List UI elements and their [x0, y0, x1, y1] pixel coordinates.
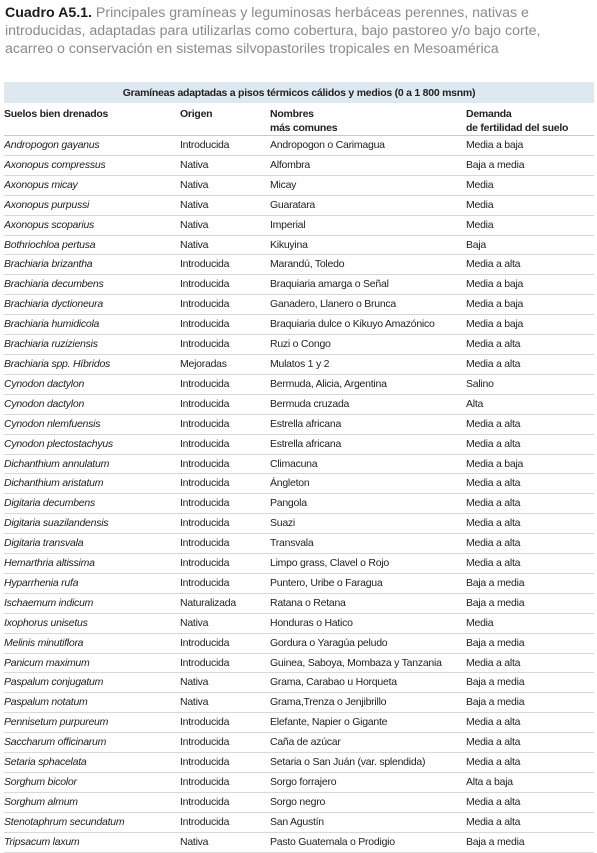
table-caption [5, 4, 590, 58]
header-common-names-line2: más comunes [270, 122, 338, 134]
cell-origin: Introducida [180, 394, 270, 414]
cell-common-names: San Agustín [270, 812, 466, 832]
cell-common-names: Setaria o San Juán (var. splendida) [270, 753, 466, 773]
table-row [4, 136, 594, 156]
cell-origin: Introducida [180, 275, 270, 295]
cell-origin: Nativa [180, 215, 270, 235]
cell-common-names: Suazi [270, 514, 466, 534]
cell-origin: Introducida [180, 514, 270, 534]
cell-species: Ixophorus unisetus [4, 613, 180, 633]
cell-fertility-demand: Baja a media [466, 573, 594, 593]
table-row [4, 374, 594, 394]
cell-species: Brachiaria humidicola [4, 315, 180, 335]
cell-fertility-demand: Baja a media [466, 673, 594, 693]
table-row [4, 235, 594, 255]
table-row [4, 434, 594, 454]
cell-fertility-demand: Alta a baja [466, 773, 594, 793]
cell-species: Cynodon dactylon [4, 374, 180, 394]
cell-species: Axonopus compressus [4, 155, 180, 175]
cell-fertility-demand: Alta [466, 394, 594, 414]
cell-origin: Nativa [180, 673, 270, 693]
cell-origin: Mejoradas [180, 354, 270, 374]
cell-origin: Introducida [180, 792, 270, 812]
cell-fertility-demand: Media a alta [466, 733, 594, 753]
cell-origin: Introducida [180, 554, 270, 574]
cell-origin: Introducida [180, 255, 270, 275]
cell-common-names: Mulatos 1 y 2 [270, 354, 466, 374]
species-table [4, 103, 594, 853]
cell-common-names: Transvala [270, 534, 466, 554]
cell-origin: Introducida [180, 374, 270, 394]
cell-fertility-demand: Media [466, 175, 594, 195]
cell-fertility-demand: Media a alta [466, 414, 594, 434]
cell-species: Dichanthium aristatum [4, 474, 180, 494]
table-row [4, 215, 594, 235]
cell-origin: Introducida [180, 136, 270, 156]
cell-fertility-demand: Media a alta [466, 494, 594, 514]
table-band-title: Gramíneas adaptadas a pisos térmicos cálidos y medios (0 a 1 800 msnm) [4, 82, 594, 103]
cell-species: Brachiaria dyctioneura [4, 295, 180, 315]
cell-species: Tripsacum laxum [4, 832, 180, 852]
cell-origin: Introducida [180, 434, 270, 454]
table-row [4, 155, 594, 175]
cell-species: Panicum maximum [4, 653, 180, 673]
table-row [4, 633, 594, 653]
cell-species: Sorghum bicolor [4, 773, 180, 793]
table-row [4, 753, 594, 773]
table-row [4, 414, 594, 434]
table-row [4, 454, 594, 474]
cell-fertility-demand: Media a baja [466, 454, 594, 474]
cell-fertility-demand: Baja a media [466, 633, 594, 653]
cell-origin: Nativa [180, 235, 270, 255]
table-row [4, 315, 594, 335]
cell-common-names: Caña de azúcar [270, 733, 466, 753]
header-common-names [270, 103, 466, 136]
cell-origin: Introducida [180, 474, 270, 494]
cell-common-names: Pangola [270, 494, 466, 514]
cell-species: Hemarthria altissima [4, 554, 180, 574]
cell-fertility-demand: Baja a media [466, 593, 594, 613]
cell-species: Sorghum almum [4, 792, 180, 812]
cell-fertility-demand: Media a alta [466, 255, 594, 275]
cell-common-names: Limpo grass, Clavel o Rojo [270, 554, 466, 574]
cell-fertility-demand: Media a baja [466, 136, 594, 156]
cell-fertility-demand: Salino [466, 374, 594, 394]
table-row [4, 613, 594, 633]
cell-species: Bothriochloa pertusa [4, 235, 180, 255]
cell-origin: Introducida [180, 295, 270, 315]
cell-species: Pennisetum purpureum [4, 713, 180, 733]
cell-origin: Introducida [180, 773, 270, 793]
cell-common-names: Puntero, Uribe o Faragua [270, 573, 466, 593]
cell-common-names: Guaratara [270, 195, 466, 215]
cell-origin: Introducida [180, 753, 270, 773]
cell-common-names: Andropogon o Carimagua [270, 136, 466, 156]
cell-origin: Nativa [180, 693, 270, 713]
cell-species: Hyparrhenia rufa [4, 573, 180, 593]
cell-fertility-demand: Media a alta [466, 812, 594, 832]
cell-fertility-demand: Media a alta [466, 514, 594, 534]
cell-origin: Introducida [180, 713, 270, 733]
cell-species: Cynodon nlemfuensis [4, 414, 180, 434]
cell-common-names: Elefante, Napier o Gigante [270, 713, 466, 733]
table-row [4, 653, 594, 673]
cell-fertility-demand: Media a baja [466, 315, 594, 335]
table-row [4, 354, 594, 374]
cell-origin: Nativa [180, 832, 270, 852]
table-row [4, 792, 594, 812]
cell-common-names: Imperial [270, 215, 466, 235]
cell-species: Digitaria suazilandensis [4, 514, 180, 534]
cell-fertility-demand: Media a alta [466, 653, 594, 673]
cell-common-names: Climacuna [270, 454, 466, 474]
cell-common-names: Bermuda cruzada [270, 394, 466, 414]
cell-origin: Nativa [180, 175, 270, 195]
cell-fertility-demand: Media a baja [466, 275, 594, 295]
cell-fertility-demand: Media [466, 613, 594, 633]
cell-common-names: Guinea, Saboya, Mombaza y Tanzania [270, 653, 466, 673]
cell-fertility-demand: Media a alta [466, 335, 594, 355]
table-body [4, 136, 594, 853]
table-row [4, 832, 594, 852]
table-row [4, 474, 594, 494]
cell-species: Setaria sphacelata [4, 753, 180, 773]
cell-common-names: Braquiaria amarga o Señal [270, 275, 466, 295]
cell-fertility-demand: Media a alta [466, 713, 594, 733]
table-row [4, 394, 594, 414]
cell-common-names: Gordura o Yaragúa peludo [270, 633, 466, 653]
table-row [4, 773, 594, 793]
cell-origin: Introducida [180, 494, 270, 514]
cell-fertility-demand: Media a alta [466, 792, 594, 812]
cell-fertility-demand: Media [466, 215, 594, 235]
cell-species: Axonopus scoparius [4, 215, 180, 235]
cell-species: Axonopus micay [4, 175, 180, 195]
cell-origin: Naturalizada [180, 593, 270, 613]
cell-common-names: Estrella africana [270, 414, 466, 434]
cell-species: Stenotaphrum secundatum [4, 812, 180, 832]
cell-species: Digitaria decumbens [4, 494, 180, 514]
cell-common-names: Kikuyina [270, 235, 466, 255]
cell-common-names: Estrella africana [270, 434, 466, 454]
table-header [4, 103, 594, 136]
cell-common-names: Braquiaria dulce o Kikuyo Amazónico [270, 315, 466, 335]
cell-fertility-demand: Baja a media [466, 832, 594, 852]
cell-common-names: Bermuda, Alicia, Argentina [270, 374, 466, 394]
cell-common-names: Grama, Carabao u Horqueta [270, 673, 466, 693]
cell-fertility-demand: Media a alta [466, 474, 594, 494]
header-common-names-line1: Nombres [270, 108, 314, 120]
cell-fertility-demand: Media a alta [466, 354, 594, 374]
caption-label: Cuadro A5.1. [5, 5, 92, 21]
cell-species: Brachiaria brizantha [4, 255, 180, 275]
cell-common-names: Honduras o Hatico [270, 613, 466, 633]
table-row [4, 514, 594, 534]
cell-fertility-demand: Baja a media [466, 155, 594, 175]
cell-species: Brachiaria ruziziensis [4, 335, 180, 355]
cell-species: Brachiaria decumbens [4, 275, 180, 295]
cell-common-names: Ganadero, Llanero o Brunca [270, 295, 466, 315]
cell-species: Digitaria transvala [4, 534, 180, 554]
cell-species: Saccharum officinarum [4, 733, 180, 753]
header-fertility-demand [466, 103, 594, 136]
cell-species: Cynodon plectostachyus [4, 434, 180, 454]
cell-origin: Introducida [180, 454, 270, 474]
cell-fertility-demand: Media a alta [466, 554, 594, 574]
cell-species: Andropogon gayanus [4, 136, 180, 156]
table-row [4, 573, 594, 593]
cell-origin: Introducida [180, 733, 270, 753]
table-row [4, 554, 594, 574]
table-row [4, 673, 594, 693]
header-fertility-line1: Demanda [466, 108, 512, 120]
table-row [4, 275, 594, 295]
cell-common-names: Ratana o Retana [270, 593, 466, 613]
header-fertility-line2: de fertilidad del suelo [466, 122, 569, 134]
header-origin: Origen [180, 108, 213, 120]
cell-origin: Introducida [180, 633, 270, 653]
cell-origin: Introducida [180, 573, 270, 593]
cell-fertility-demand: Media a alta [466, 434, 594, 454]
table-row [4, 713, 594, 733]
caption-text: Principales gramíneas y leguminosas herbáceas perennes, nativas e introducidas, adaptadas para utilizarlas como cobertura, bajo pastoreo y/o bajo corte, acarreo o conservación en sistemas silvopastoriles tropicales en Mesoamérica [5, 5, 541, 57]
table-row [4, 733, 594, 753]
table-row [4, 175, 594, 195]
table-row [4, 494, 594, 514]
cell-origin: Introducida [180, 315, 270, 335]
table-row [4, 693, 594, 713]
table-row [4, 593, 594, 613]
cell-fertility-demand: Baja a media [466, 693, 594, 713]
cell-origin: Introducida [180, 335, 270, 355]
cell-common-names: Marandú, Toledo [270, 255, 466, 275]
species-table-container [4, 82, 594, 853]
cell-origin: Nativa [180, 155, 270, 175]
cell-species: Melinis minutiflora [4, 633, 180, 653]
cell-fertility-demand: Baja [466, 235, 594, 255]
cell-species: Brachiaria spp. Híbridos [4, 354, 180, 374]
cell-origin: Nativa [180, 195, 270, 215]
cell-species: Cynodon dactylon [4, 394, 180, 414]
cell-common-names: Ángleton [270, 474, 466, 494]
cell-fertility-demand: Media a baja [466, 295, 594, 315]
cell-origin: Nativa [180, 613, 270, 633]
cell-species: Dichanthium annulatum [4, 454, 180, 474]
cell-origin: Introducida [180, 812, 270, 832]
table-row [4, 295, 594, 315]
table-row [4, 255, 594, 275]
cell-species: Axonopus purpussi [4, 195, 180, 215]
table-row [4, 335, 594, 355]
cell-fertility-demand: Media a alta [466, 753, 594, 773]
cell-fertility-demand: Media [466, 195, 594, 215]
cell-common-names: Pasto Guatemala o Prodigio [270, 832, 466, 852]
cell-species: Paspalum conjugatum [4, 673, 180, 693]
header-soils: Suelos bien drenados [4, 108, 109, 120]
cell-species: Paspalum notatum [4, 693, 180, 713]
cell-common-names: Micay [270, 175, 466, 195]
table-row [4, 812, 594, 832]
cell-common-names: Sorgo forrajero [270, 773, 466, 793]
table-row [4, 195, 594, 215]
cell-origin: Introducida [180, 653, 270, 673]
cell-common-names: Alfombra [270, 155, 466, 175]
cell-species: Ischaemum indicum [4, 593, 180, 613]
cell-common-names: Ruzi o Congo [270, 335, 466, 355]
cell-common-names: Sorgo negro [270, 792, 466, 812]
table-row [4, 534, 594, 554]
cell-fertility-demand: Media a alta [466, 534, 594, 554]
cell-origin: Introducida [180, 534, 270, 554]
cell-common-names: Grama,Trenza o Jenjibrillo [270, 693, 466, 713]
cell-origin: Introducida [180, 414, 270, 434]
